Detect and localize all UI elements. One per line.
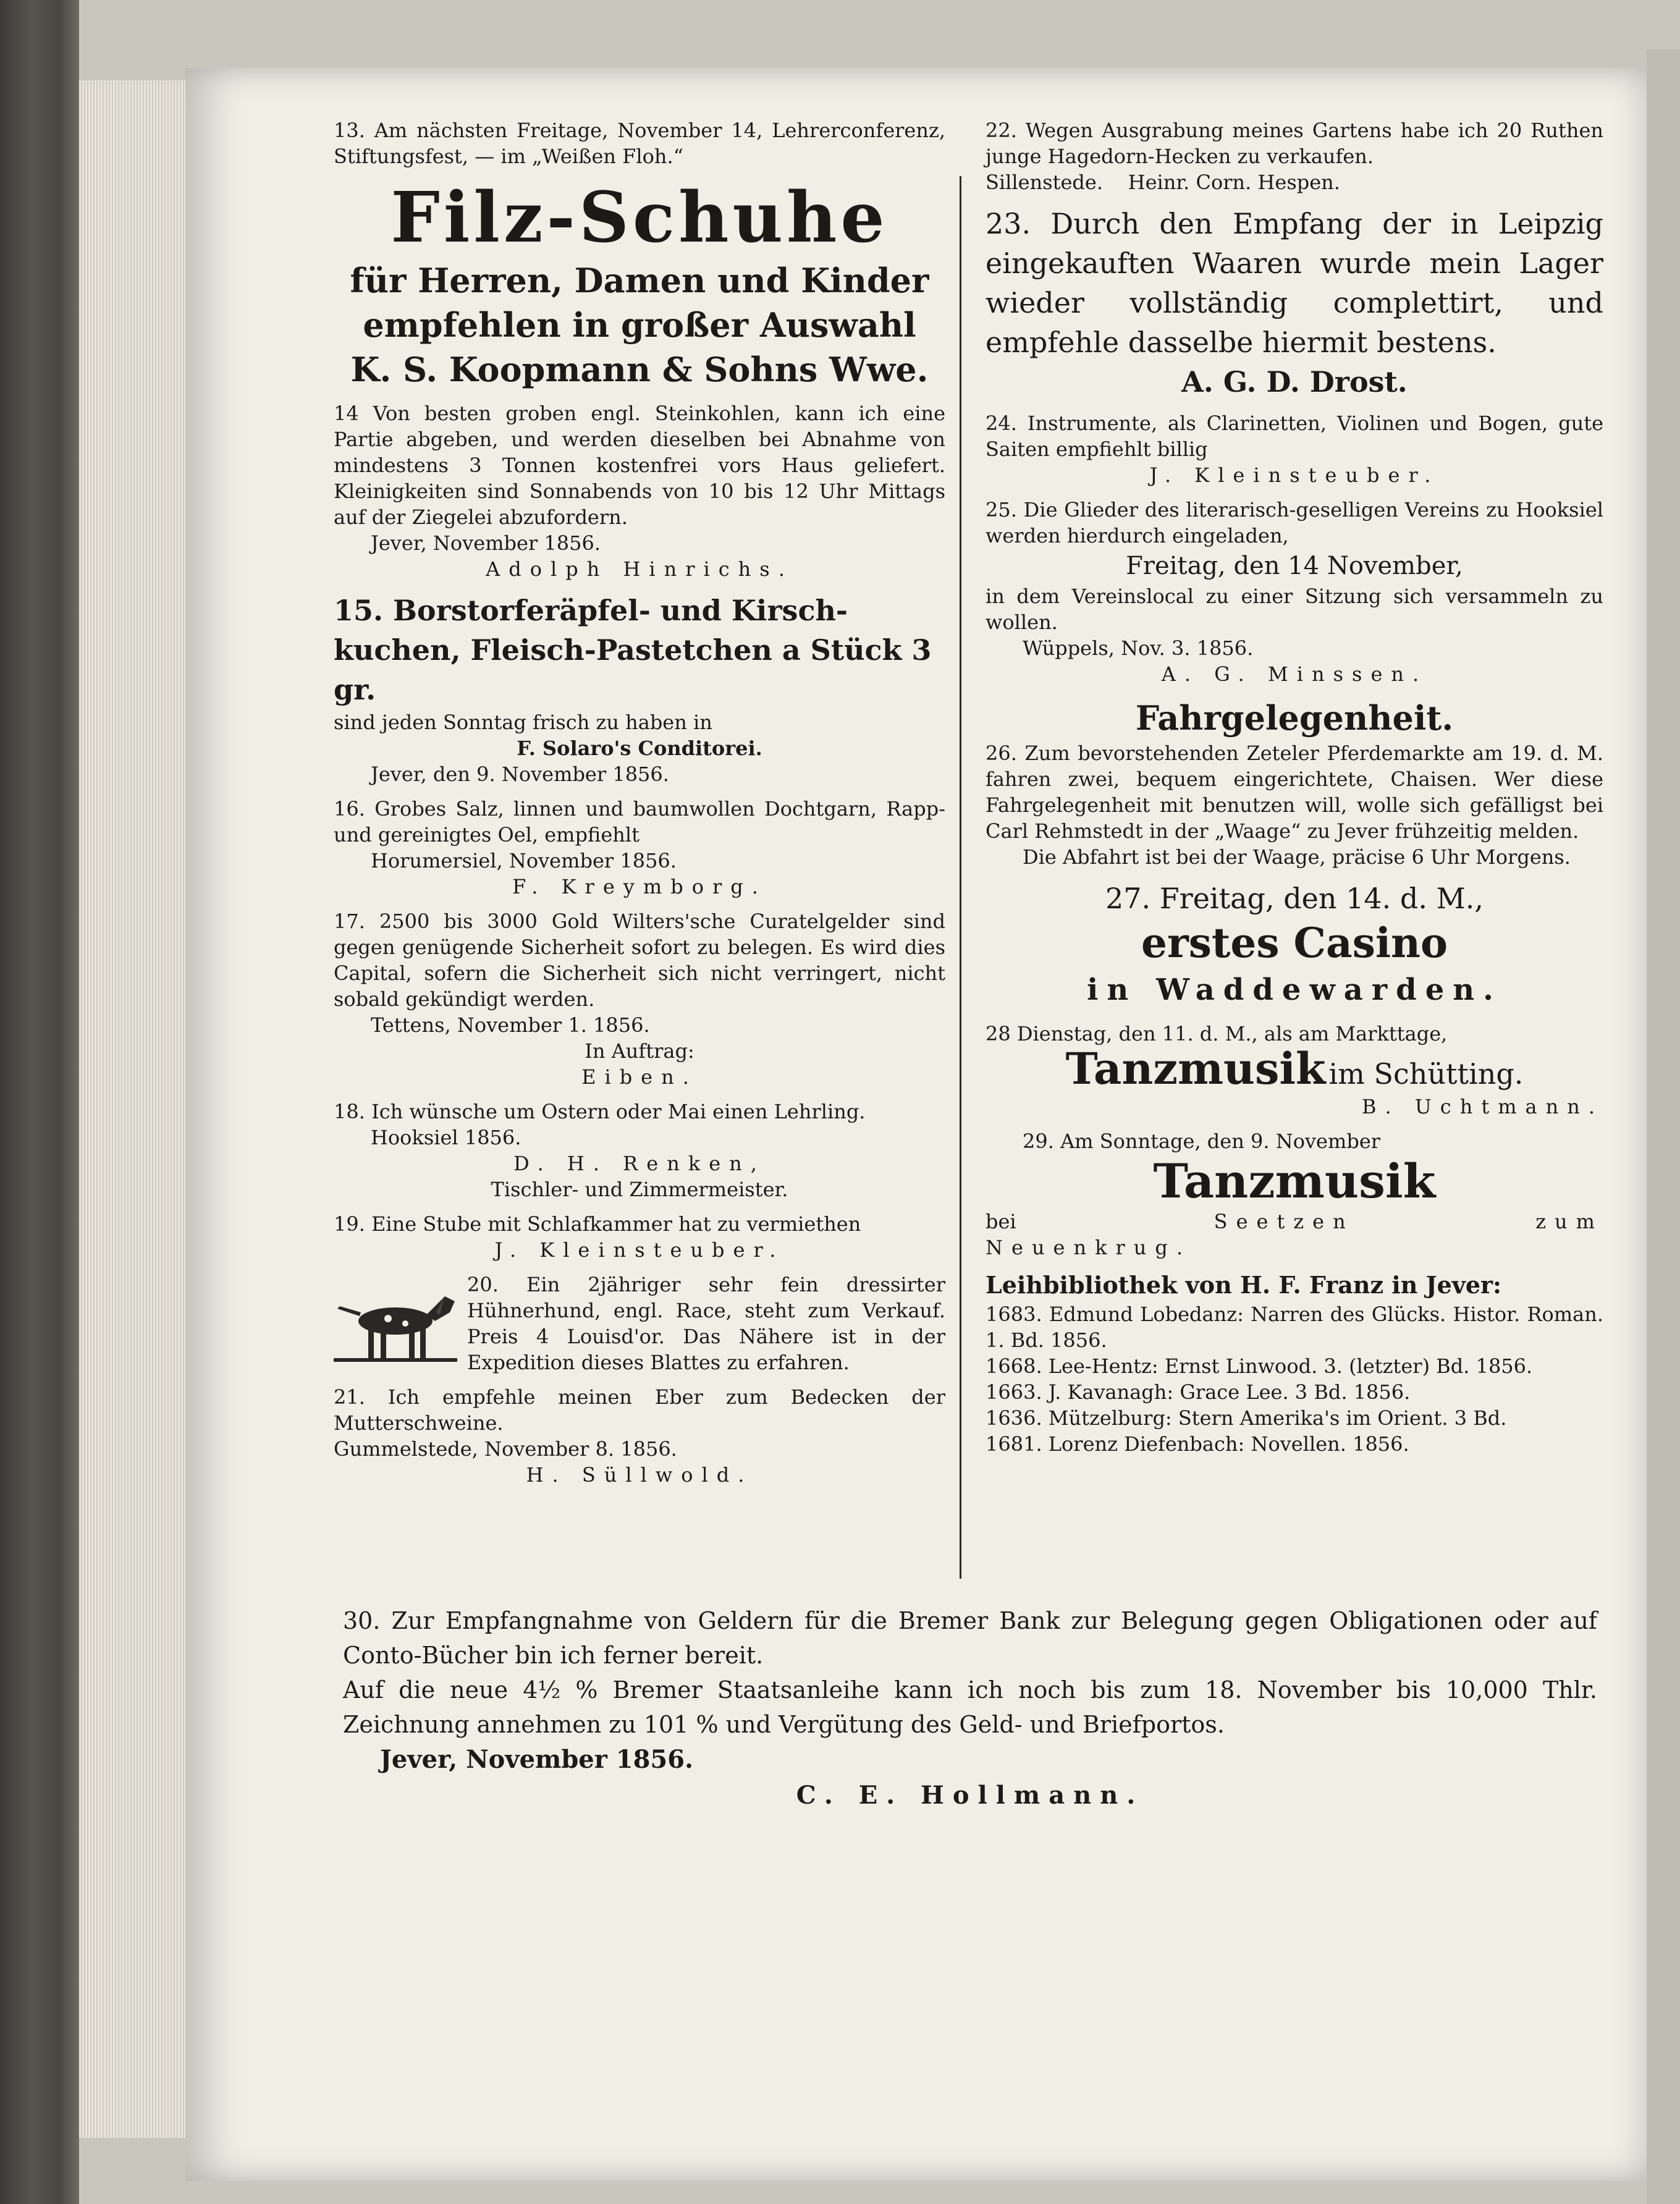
ad-16-signature: F. Kreymborg. <box>512 875 767 898</box>
ad-21-text: 21. Ich empfehle meinen Eber zum Bedecken der Mutterschweine. <box>334 1385 945 1435</box>
ad-14 <box>334 400 945 582</box>
ad-21-place: Gummelstede, November 8. 1856. <box>334 1437 677 1461</box>
ad-30 <box>343 1603 1597 1813</box>
filz-line1: für Herren, Damen und Kinder <box>350 261 929 300</box>
ad-19-signature: J. Kleinsteuber. <box>494 1238 785 1262</box>
ad-25-date: Freitag, den 14 November, <box>1126 552 1463 580</box>
ad-20-text: 20. Ein 2jähriger sehr fein dressirter Hühnerhund, engl. Race, steht zum Verkauf. Preis 4 Louisd'or. Das Nähere ist in der Expedition dieses Blattes zu erfahren. <box>467 1273 945 1374</box>
ad-30-line1: 30. Zur Empfangnahme von Geldern für die Bremer Bank zur Belegung gegen Obligationen oder auf Conto-Bücher bin ich ferner bereit. <box>343 1607 1597 1669</box>
left-column <box>334 117 945 1497</box>
ad-28-signature: B. Uchtmann. <box>1361 1095 1603 1118</box>
ad-29-bei-line <box>986 1209 1603 1260</box>
ad-25-place: Wüppels, Nov. 3. 1856. <box>1023 636 1254 660</box>
ad-14-text: 14 Von besten groben engl. Steinkohlen, kann ich eine Partie abgeben, und werden dieselben bei Abnahme von mindestens 3 Tonnen kostenfrei vors Haus geliefert. Kleinigkeiten sind Sonnabends von 10 bis 12 Uhr Mittags auf der Ziegelei abzufordern. <box>334 402 945 529</box>
ad-21 <box>334 1384 945 1488</box>
ad-17-place: Tettens, November 1. 1856. <box>371 1013 650 1037</box>
ad-16 <box>334 796 945 900</box>
ad-25 <box>986 497 1603 687</box>
library-heading: Leihbibliothek von H. F. Franz in Jever: <box>986 1271 1502 1299</box>
ad-28-title-line <box>986 1043 1603 1094</box>
ad-27-line2: erstes Casino <box>1141 919 1448 967</box>
ad-19 <box>334 1211 945 1263</box>
ad-26-heading: Fahrgelegenheit. <box>1135 698 1454 738</box>
book-binding <box>0 0 79 2204</box>
ad-27-line1: 27. Freitag, den 14. d. M., <box>1105 882 1484 915</box>
ad-27 <box>986 879 1603 1012</box>
library-list <box>986 1269 1603 1457</box>
ad-25-text2: in dem Vereinslocal zu einer Sitzung sich versammeln zu wollen. <box>986 585 1603 634</box>
ad-15-text: sind jeden Sonntag frisch zu haben in <box>334 711 712 734</box>
ad-15-line2: kuchen, Fleisch-Pastetchen a Stück 3 gr. <box>334 633 932 706</box>
ad-23-text: 23. Durch den Empfang der in Leipzig eingekauften Waaren wurde mein Lager wieder vollständig complettirt, und empfehle dasselbe hiermit bestens. <box>986 207 1603 359</box>
ad-29-text: 29. Am Sonntage, den 9. November <box>1023 1129 1381 1153</box>
ad-22 <box>986 117 1603 195</box>
ad-27-line3: in Waddewarden. <box>1087 973 1502 1007</box>
ad-29 <box>986 1128 1603 1260</box>
ad-22-place-signature <box>986 169 1603 195</box>
scanner-background <box>1647 49 1680 2204</box>
ad-15-place: Jever, den 9. November 1856. <box>371 762 669 786</box>
ad-16-place: Horumersiel, November 1856. <box>371 849 677 872</box>
ad-25-text: 25. Die Glieder des literarisch-geselligen Vereins zu Hooksiel werden hierdurch eingeladen, <box>986 498 1603 547</box>
ad-24-signature: J. Kleinsteuber. <box>1149 463 1440 487</box>
library-item: 1663. J. Kavanagh: Grace Lee. 3 Bd. 1856. <box>986 1380 1411 1404</box>
ad-28-suffix: im Schütting. <box>1328 1057 1524 1091</box>
ad-28-text: 28 Dienstag, den 11. d. M., als am Markttage, <box>986 1022 1448 1045</box>
ad-30-place: Jever, November 1856. <box>380 1745 694 1774</box>
ad-18-signature-title: Tischler- und Zimmermeister. <box>491 1178 788 1201</box>
ad-29-title: Tanzmusik <box>1153 1154 1436 1209</box>
ad-25-signature: A. G. Minssen. <box>1161 662 1428 686</box>
ad-15-firm: F. Solaro's Conditorei. <box>517 737 762 760</box>
filz-line2: empfehlen in großer Auswahl <box>363 305 916 345</box>
ad-23-signature: A. G. D. Drost. <box>1181 365 1408 399</box>
ad-13 <box>334 117 945 169</box>
ad-21-signature: H. Süllwold. <box>526 1463 753 1487</box>
library-item: 1683. Edmund Lobedanz: Narren des Glücks. Histor. Roman. 1. Bd. 1856. <box>986 1303 1603 1352</box>
ad-18 <box>334 1099 945 1202</box>
ad-26-text: 26. Zum bevorstehenden Zeteler Pferdemarkte am 19. d. M. fahren zwei, bequem eingerichtete, Chaisen. Wer diese Fahrgelegenheit mit benutzen will, wolle sich gefälligst bei Carl Rehmstedt in der „Waage“ zu Jever frühzeitig melden. <box>986 741 1603 843</box>
ad-17 <box>334 908 945 1090</box>
ad-22-place: Sillenstede. <box>986 171 1103 194</box>
ad-26 <box>986 696 1603 870</box>
ad-15-line1: 15. Borstorferäpfel- und Kirsch- <box>334 594 848 627</box>
ad-20 <box>334 1272 945 1375</box>
ad-17-auftrag: In Auftrag: <box>585 1039 694 1063</box>
filz-title: Filz-Schuhe <box>390 177 889 258</box>
ad-22-signature: Heinr. Corn. Hespen. <box>1128 171 1340 194</box>
ad-29-signature: Seetzen zum Neuenkrug. <box>986 1210 1603 1259</box>
ad-15 <box>334 591 945 787</box>
right-column <box>986 117 1603 1466</box>
hunting-dog-illustration <box>334 1272 457 1370</box>
ad-13-text: 13. Am nächsten Freitage, November 14, Lehrerconferenz, Stiftungsfest, — im „Weißen Floh.“ <box>334 119 945 168</box>
ad-30-line2: Auf die neue 4½ % Bremer Staatsanleihe kann ich noch bis zum 18. November bis 10,000 Thlr. Zeichnung annehmen zu 101 % und Vergütung des Geld- und Briefportos. <box>343 1676 1597 1738</box>
ad-22-text: 22. Wegen Ausgrabung meines Gartens habe ich 20 Ruthen junge Hagedorn-Hecken zu verkaufen. <box>986 119 1603 168</box>
ad-23 <box>986 204 1603 402</box>
ad-26-text2: Die Abfahrt ist bei der Waage, präcise 6 Uhr Morgens. <box>1023 845 1571 869</box>
library-item: 1681. Lorenz Diefenbach: Novellen. 1856. <box>986 1432 1409 1456</box>
ad-17-text: 17. 2500 bis 3000 Gold Wilters'sche Curatelgelder sind gegen genügende Sicherheit sofort zu belegen. Es wird dies Capital, sofern die Sicherheit sich nicht verringert, nicht sobald gekündigt werden. <box>334 910 945 1011</box>
ad-16-text: 16. Grobes Salz, linnen und baumwollen Dochtgarn, Rapp- und gereinigtes Oel, empfiehlt <box>334 797 945 847</box>
ad-14-signature: Adolph Hinrichs. <box>486 557 793 581</box>
ad-28-title: Tanzmusik <box>1065 1043 1326 1094</box>
ad-24 <box>986 410 1603 488</box>
ad-29-bei: bei <box>986 1210 1016 1233</box>
ad-18-signature: D. H. Renken, <box>513 1152 766 1175</box>
ad-14-place: Jever, November 1856. <box>371 531 601 555</box>
ad-28 <box>986 1021 1603 1120</box>
filz-firm: K. S. Koopmann & Sohns Wwe. <box>350 350 929 389</box>
ad-17-signature: Eiben. <box>581 1065 698 1089</box>
ad-19-text: 19. Eine Stube mit Schlafkammer hat zu vermiethen <box>334 1212 861 1236</box>
column-divider <box>960 176 961 1579</box>
library-item: 1636. Mützelburg: Stern Amerika's im Orient. 3 Bd. <box>986 1406 1507 1430</box>
ad-24-text: 24. Instrumente, als Clarinetten, Violinen und Bogen, gute Saiten empfiehlt billig <box>986 412 1603 461</box>
ad-18-text: 18. Ich wünsche um Ostern oder Mai einen Lehrling. <box>334 1100 866 1123</box>
ad-18-place: Hooksiel 1856. <box>371 1126 521 1149</box>
ad-30-signature: C. E. Hollmann. <box>796 1781 1144 1810</box>
library-item: 1668. Lee-Hentz: Ernst Linwood. 3. (letzter) Bd. 1856. <box>986 1354 1533 1378</box>
ad-filz-schuhe <box>334 178 945 392</box>
